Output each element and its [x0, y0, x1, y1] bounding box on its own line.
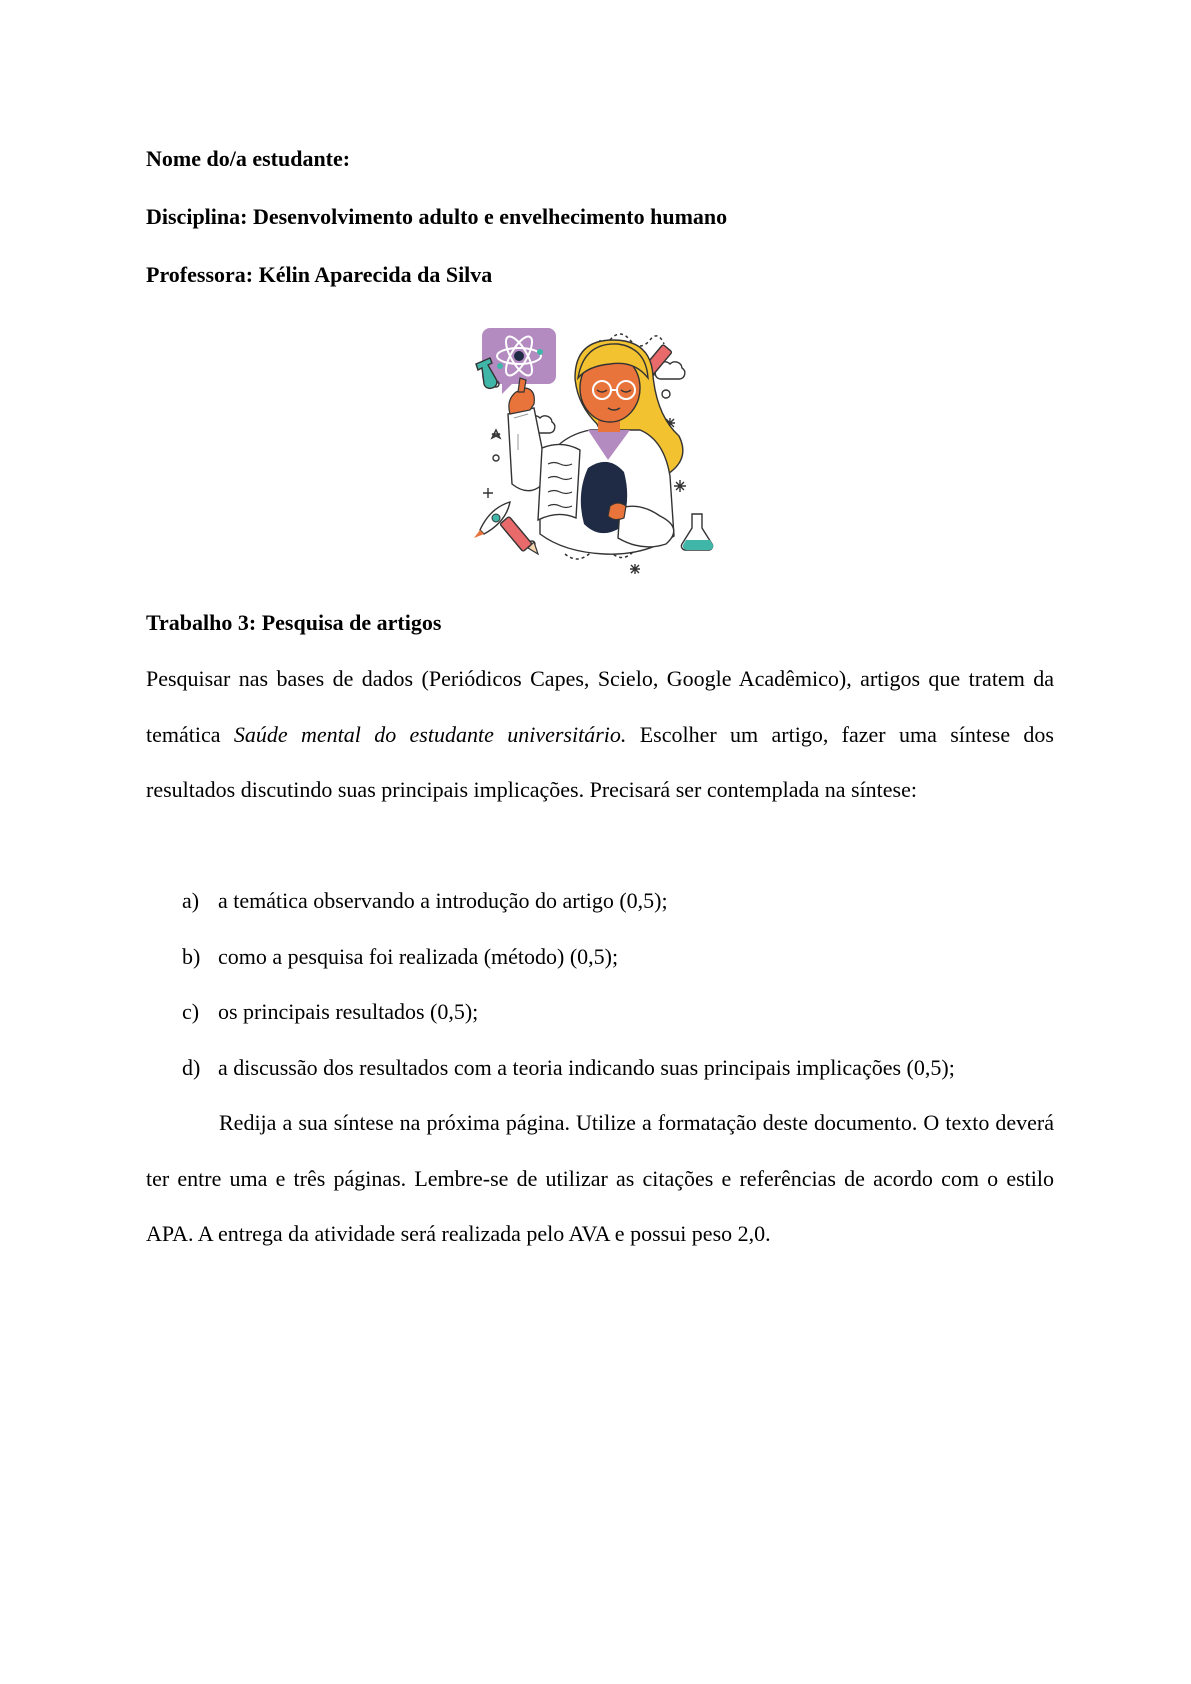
intro-text-before: Pesquisar nas bases de dados (Periódicos Capes, Scielo, Google Acadêmico), artigos que tratem da temática	[146, 666, 1054, 747]
list-item-text: os principais resultados (0,5);	[218, 999, 479, 1024]
list-marker: d)	[182, 1054, 201, 1080]
list-item	[146, 1040, 1054, 1096]
pencil-icon	[500, 516, 538, 554]
intro-theme: Saúde mental do estudante universitário.	[233, 721, 627, 747]
assignment-title: Trabalho 3: Pesquisa de artigos	[146, 610, 442, 635]
list-item-text: como a pesquisa foi realizada (método) (0,5);	[218, 943, 619, 969]
assignment-intro	[146, 651, 1054, 818]
flask-icon	[681, 514, 713, 550]
scientist-woman-illustration	[470, 318, 732, 576]
closing-paragraph: Redija a sua síntese na próxima página. Utilize a formatação deste documento. O texto deverá ter entre uma e três páginas. Lembre-se de utilizar as citações e referências de acordo com o estilo APA. A entrega da atividade será realizada pelo AVA e possui peso 2,0.	[146, 1110, 1054, 1246]
list-item	[146, 929, 1054, 985]
professor-line: Professora: Kélin Aparecida da Silva	[146, 262, 493, 287]
list-item-text: a temática observando a introdução do artigo (0,5);	[218, 888, 668, 913]
list-item	[146, 873, 1054, 929]
list-item	[146, 984, 1054, 1040]
list-marker: c)	[182, 999, 200, 1024]
list-item-text: a discussão dos resultados com a teoria indicando suas principais implicações (0,5);	[218, 1054, 955, 1080]
discipline-line: Disciplina: Desenvolvimento adulto e envelhecimento humano	[146, 204, 728, 229]
intro-text-after: Escolher um artigo, fazer uma síntese dos resultados discutindo suas principais implicações. Precisará ser contemplada na síntese:	[146, 721, 1054, 802]
requirements-list	[146, 873, 1054, 1095]
list-marker: a)	[182, 888, 200, 913]
list-marker: b)	[182, 943, 201, 969]
student-name-label: Nome do/a estudante:	[146, 146, 351, 171]
